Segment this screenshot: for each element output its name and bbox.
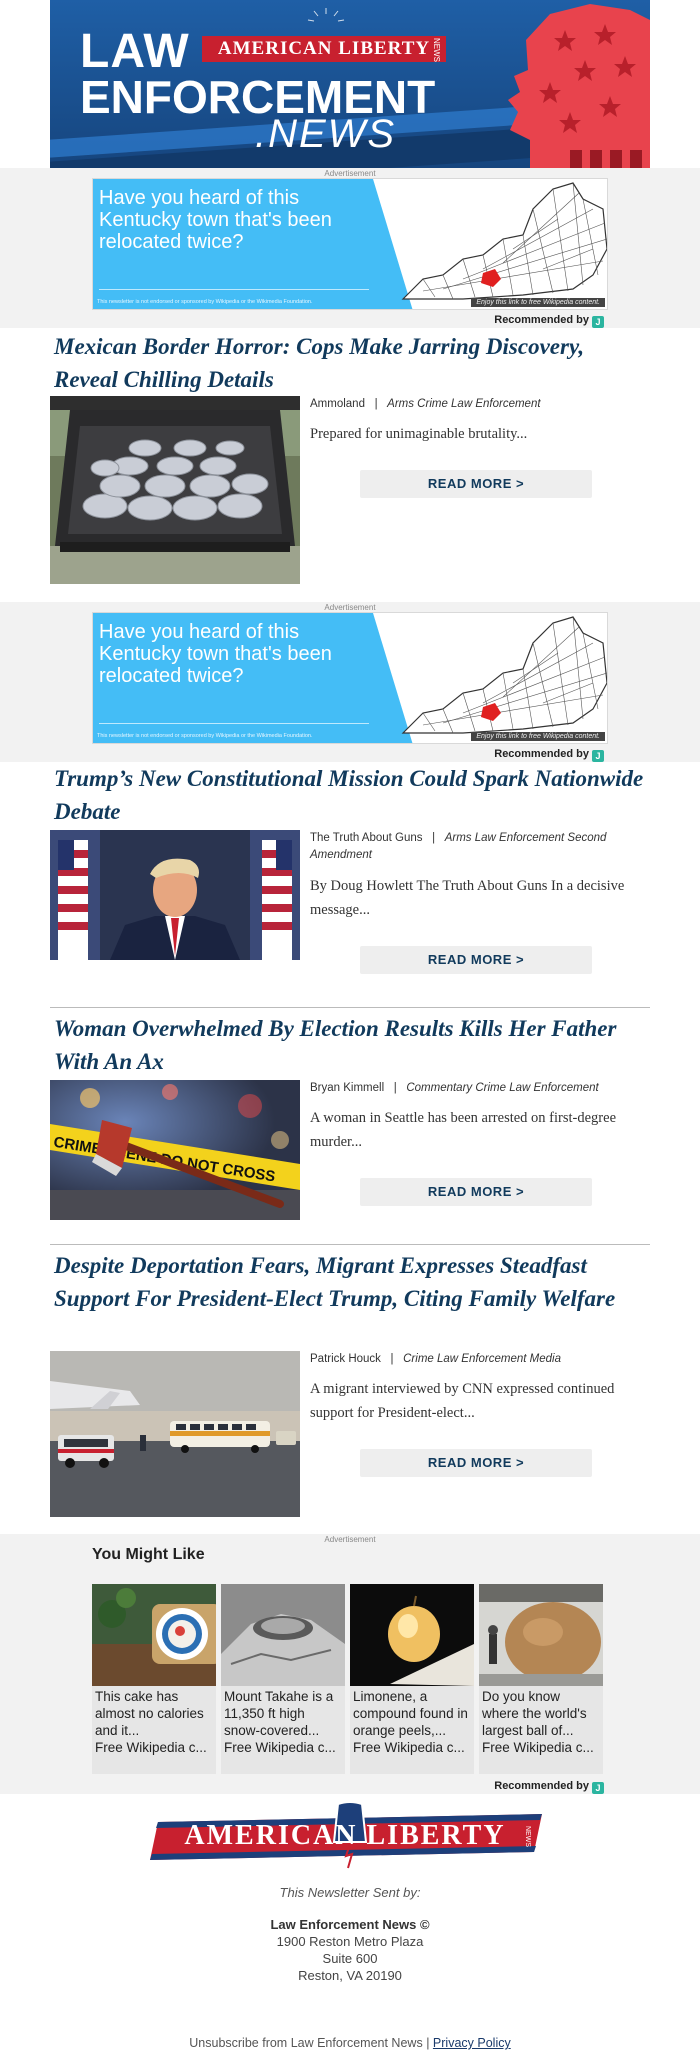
article-meta: [310, 396, 640, 413]
advertisement-block: [0, 168, 700, 328]
recommendation-card[interactable]: [92, 1584, 216, 1774]
read-more-button[interactable]: READ MORE >: [360, 470, 592, 498]
article-author[interactable]: Bryan Kimmell: [310, 1082, 385, 1094]
recommender-logo-icon: J: [592, 750, 604, 762]
recommendation-image: [350, 1584, 474, 1686]
advertisement-block: [0, 602, 700, 762]
advertisement-label: Advertisement: [324, 169, 376, 178]
american-liberty-badge: AMERICAN LIBERTY: [202, 36, 446, 62]
meta-separator: |: [432, 832, 436, 844]
recommended-by-label: Recommended by: [494, 1780, 589, 1792]
footer-logo-suffix: NEWS: [524, 1826, 531, 1847]
article-card: [50, 330, 650, 590]
article-title[interactable]: Despite Deportation Fears, Migrant Expresses Steadfast Support For President-Elect Trump, Citing Family Welfare: [54, 1253, 616, 1311]
article-categories[interactable]: Crime Law Enforcement Media: [403, 1353, 561, 1365]
recommendation-card[interactable]: [350, 1584, 474, 1774]
footer-logo[interactable]: [150, 1802, 550, 1872]
article-image[interactable]: [50, 396, 300, 584]
article-title[interactable]: Woman Overwhelmed By Election Results Kills Her Father With An Ax: [54, 1016, 617, 1074]
kentucky-map-icon: [383, 613, 608, 744]
privacy-policy-link[interactable]: Privacy Policy: [432, 2036, 511, 2050]
article-card: [50, 1249, 650, 1519]
article-excerpt: A migrant interviewed by CNN expressed continued support for President-elect...: [310, 1381, 615, 1421]
meta-separator: |: [393, 1082, 397, 1094]
article-excerpt: A woman in Seattle has been arrested on first-degree murder...: [310, 1110, 617, 1150]
recommendation-caption: Mount Takahe is a 11,350 ft high snow-covered...: [224, 1689, 334, 1738]
article-image[interactable]: [50, 1080, 300, 1220]
airport-tarmac-image: [50, 1351, 300, 1517]
meta-separator: |: [374, 398, 378, 410]
article-card: [50, 762, 650, 992]
read-more-button[interactable]: READ MORE >: [360, 946, 592, 974]
article-categories[interactable]: Arms Law Enforcement Second Amendment: [310, 832, 607, 861]
footer-links: [0, 2036, 700, 2050]
recommendation-image: [479, 1584, 603, 1686]
patriot-silhouette-icon: [470, 0, 650, 168]
recommended-by-label: Recommended by: [494, 748, 589, 760]
ad-headline: Have you heard of this Kentucky town that's been relocated twice?: [99, 621, 332, 687]
article-categories[interactable]: Arms Crime Law Enforcement: [387, 398, 541, 410]
recommender-logo-icon: J: [592, 1782, 604, 1794]
advertisement-label: Advertisement: [324, 1535, 376, 1544]
recommendation-caption: Do you know where the world's largest ball of...: [482, 1689, 587, 1738]
article-card: [50, 1012, 650, 1227]
footer-address: [0, 1916, 700, 1984]
american-liberty-badge-suffix: NEWS: [432, 38, 441, 62]
footer-address-line2: Suite 600: [322, 1951, 378, 1966]
masthead-title-law: LAW: [80, 25, 190, 78]
article-excerpt: By Doug Howlett The Truth About Guns In a decisive message...: [310, 878, 625, 918]
recommendation-caption: Limonene, a compound found in orange peels,...: [353, 1689, 468, 1738]
footer-logo-text: AMERICAN LIBERTY: [184, 1820, 506, 1851]
footer-address-line3: Reston, VA 20190: [298, 1968, 402, 1983]
masthead-banner[interactable]: [50, 0, 650, 168]
ad-fine-print: This newsletter is not endorsed or sponsored by Wikipedia or the Wikimedia Foundation.: [97, 299, 313, 305]
you-might-like-title: You Might Like: [92, 1546, 205, 1563]
advertisement-label: Advertisement: [324, 603, 376, 612]
recommendation-source: Free Wikipedia c...: [353, 1740, 465, 1755]
recommendation-card[interactable]: [221, 1584, 345, 1774]
article-meta: [310, 830, 640, 864]
read-more-button[interactable]: READ MORE >: [360, 1178, 592, 1206]
you-might-like-block: [0, 1534, 700, 1794]
masthead-title-enforcement: ENFORCEMENT: [80, 71, 436, 123]
footer-org-name: Law Enforcement News ©: [270, 1917, 430, 1932]
recommended-by-label: Recommended by: [494, 314, 589, 326]
ad-fine-print: This newsletter is not endorsed or sponsored by Wikipedia or the Wikimedia Foundation.: [97, 733, 313, 739]
crime-scene-axe-image: [50, 1080, 300, 1220]
kentucky-map-icon: [383, 179, 608, 310]
article-divider: [50, 1244, 650, 1245]
article-categories[interactable]: Commentary Crime Law Enforcement: [406, 1082, 599, 1094]
recommended-by[interactable]: [494, 314, 604, 328]
meta-separator: |: [390, 1353, 394, 1365]
recommendation-caption: This cake has almost no calories and it...: [95, 1689, 204, 1738]
recommendation-image: [92, 1584, 216, 1686]
masthead-title-news: .NEWS: [255, 112, 397, 156]
ad-banner-kentucky[interactable]: [92, 612, 608, 744]
speech-podium-image: [50, 830, 300, 960]
article-image[interactable]: [50, 830, 300, 960]
article-meta: [310, 1351, 640, 1368]
recommendation-source: Free Wikipedia c...: [482, 1740, 594, 1755]
recommendation-source: Free Wikipedia c...: [224, 1740, 336, 1755]
read-more-button[interactable]: READ MORE >: [360, 1449, 592, 1477]
footer-separator: |: [426, 2036, 430, 2050]
article-title[interactable]: Trump’s New Constitutional Mission Could Spark Nationwide Debate: [54, 766, 644, 824]
svg-text:CRIME SCENE DO NOT CROSS: CRIME SCENE NOT CROSS: [52, 1133, 277, 1186]
article-author[interactable]: The Truth About Guns: [310, 832, 423, 844]
ad-caption: Enjoy this link to free Wikipedia content.: [471, 732, 605, 741]
ad-divider: [99, 289, 369, 290]
ad-banner-kentucky[interactable]: [92, 178, 608, 310]
footer-sent-by: This Newsletter Sent by:: [279, 1885, 421, 1900]
truck-bed-packages-image: [50, 396, 300, 584]
recommended-by[interactable]: [494, 1780, 604, 1794]
ad-divider: [99, 723, 369, 724]
ad-caption: Enjoy this link to free Wikipedia content.: [471, 298, 605, 307]
article-author[interactable]: Patrick Houck: [310, 1353, 381, 1365]
recommender-logo-icon: J: [592, 316, 604, 328]
ad-headline: Have you heard of this Kentucky town that's been relocated twice?: [99, 187, 332, 253]
article-author[interactable]: Ammoland: [310, 398, 365, 410]
footer-address-line1: 1900 Reston Metro Plaza: [276, 1934, 424, 1949]
article-meta: [310, 1080, 640, 1097]
article-divider: [50, 1007, 650, 1008]
article-image[interactable]: [50, 1351, 300, 1517]
unsubscribe-link[interactable]: Unsubscribe from Law Enforcement News: [189, 2036, 423, 2050]
article-title[interactable]: Mexican Border Horror: Cops Make Jarring Discovery, Reveal Chilling Details: [54, 334, 585, 392]
recommended-by[interactable]: [494, 748, 604, 762]
recommendation-source: Free Wikipedia c...: [95, 1740, 207, 1755]
recommendation-card[interactable]: [479, 1584, 603, 1774]
recommendation-image: [221, 1584, 345, 1686]
article-excerpt: Prepared for unimaginable brutality...: [310, 426, 528, 442]
